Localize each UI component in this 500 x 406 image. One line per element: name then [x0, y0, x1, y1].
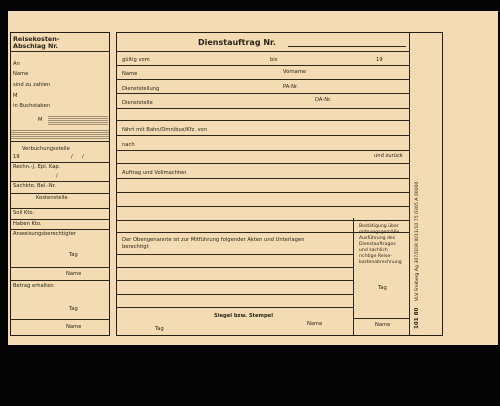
zurueck-label: und zurück — [374, 153, 403, 159]
year-label: 19 — [376, 57, 383, 63]
stub-sachkto-labels: Sachkto. Bel.-Nr. — [13, 183, 56, 189]
confirm-line-5: und sachlich — [359, 248, 388, 253]
stub-kopf-labels: Rechn.-J. Epl. Kap. — [13, 164, 61, 170]
stub-m-label: M — [13, 93, 18, 99]
confirm-line-4: Dienstauftrages — [359, 242, 396, 247]
form-sheet: Reisekosten- Abschlag Nr. An Name sind zu zahlen M in Buchstaben M Verbuchungsstelle 19 / / Rechn.-J. Epl. Kap. / Sachkto. Bel.-Nr. Kostenstelle Soll Kto. Haben Kto. Anweisungsberechtigter Tag Name Betrag erhalten Tag Name Dienstauftrag Nr. gültig vom bis 19 Name Vorname Dienststellung PA-Nr. Dienststelle DA-Nr. fährt mit Bahn/Omnibus/Kfz. von nach und zurück Auftrag und Vollmachten Der Obengenannte ist zur Mitführung folgender Akten und Unterlagen berechtigt Siegel bzw. Stempel Tag Name Bestätigung über ordnungsgemäße Ausführung des Dienstauftrages und sachlich richtige Reise- kostenabrechnung Tag Name 101 80 VLV Freiberg Ag 307/DDR III/11/10 75 0365 A 00000 — [8, 11, 498, 345]
side-print-text: VLV Freiberg Ag 307/DDR III/11/10 75 0365 A 00000 — [415, 181, 420, 301]
confirm-name-label: Name — [375, 322, 391, 328]
obengenannte-line-1: Der Obengenannte ist zur Mitführung folgender Akten und Unterlagen — [122, 237, 305, 243]
stub-verbuchungsstelle-label: Verbuchungsstelle — [22, 146, 70, 152]
obengenannte-line-2: berechtigt — [122, 244, 149, 250]
confirm-line-2: ordnungsgemäße — [359, 230, 400, 235]
stub-hatched-band — [10, 129, 110, 139]
name-label: Name — [122, 71, 138, 77]
pa-nr-label: PA-Nr. — [283, 84, 299, 90]
stub-tag-label-1: Tag — [69, 252, 78, 258]
confirm-line-7: kostenabrechnung — [359, 260, 402, 265]
stub-an-label: An — [13, 61, 20, 67]
dienststelle-label: Dienststelle — [122, 100, 153, 106]
da-nr-label: DA-Nr. — [315, 97, 332, 103]
stub-buchstaben-label: in Buchstaben — [13, 103, 51, 109]
stub-sind-label: sind zu zahlen — [13, 82, 51, 88]
stub-kostenstelle-label: Kostenstelle — [36, 195, 68, 201]
stub-betrag-label: Betrag erhalten — [13, 283, 54, 289]
stub-year-prefix: 19 — [13, 154, 20, 160]
bis-label: bis — [270, 57, 278, 63]
stub-anweisungs-label: Anweisungsberechtigter — [13, 231, 76, 237]
faehrt-label: fährt mit Bahn/Omnibus/Kfz. von — [122, 127, 208, 133]
vorname-label: Vorname — [283, 69, 307, 75]
confirm-tag-label: Tag — [378, 285, 387, 291]
confirm-line-3: Ausführung des — [359, 236, 396, 241]
stub-divider — [10, 51, 110, 52]
stub-title-line-2: Abschlag Nr. — [13, 42, 58, 50]
dienststellung-label: Dienststellung — [122, 86, 160, 92]
auftrag-label: Auftrag und Vollmachten — [122, 170, 187, 176]
confirm-line-6: richtige Reise- — [359, 254, 392, 259]
nach-label: nach — [122, 142, 135, 148]
confirm-line-1: Bestätigung über — [359, 224, 399, 229]
sig-name-label: Name — [307, 321, 323, 327]
stub-title-line-1: Reisekosten- — [13, 35, 60, 43]
form-title: Dienstauftrag Nr. — [198, 38, 276, 47]
stub-soll-label: Soll Kto. — [13, 210, 35, 216]
sig-tag-label: Tag — [155, 326, 164, 332]
stub-haben-label: Haben Kto. — [13, 221, 42, 227]
stub-name-label: Name — [13, 71, 29, 77]
dienstauftrag-form — [116, 32, 443, 336]
side-strip-divider — [409, 32, 410, 336]
gueltig-label: gültig vom — [122, 57, 150, 63]
stub-name-label-1: Name — [66, 271, 82, 277]
stub-hatched-box — [48, 115, 108, 125]
side-print-code: 101 80 — [414, 307, 420, 329]
stub-m2-label: M — [38, 117, 43, 123]
stub-name-label-2: Name — [66, 324, 82, 330]
siegel-label: Siegel bzw. Stempel — [214, 313, 273, 319]
stub-tag-label-2: Tag — [69, 306, 78, 312]
